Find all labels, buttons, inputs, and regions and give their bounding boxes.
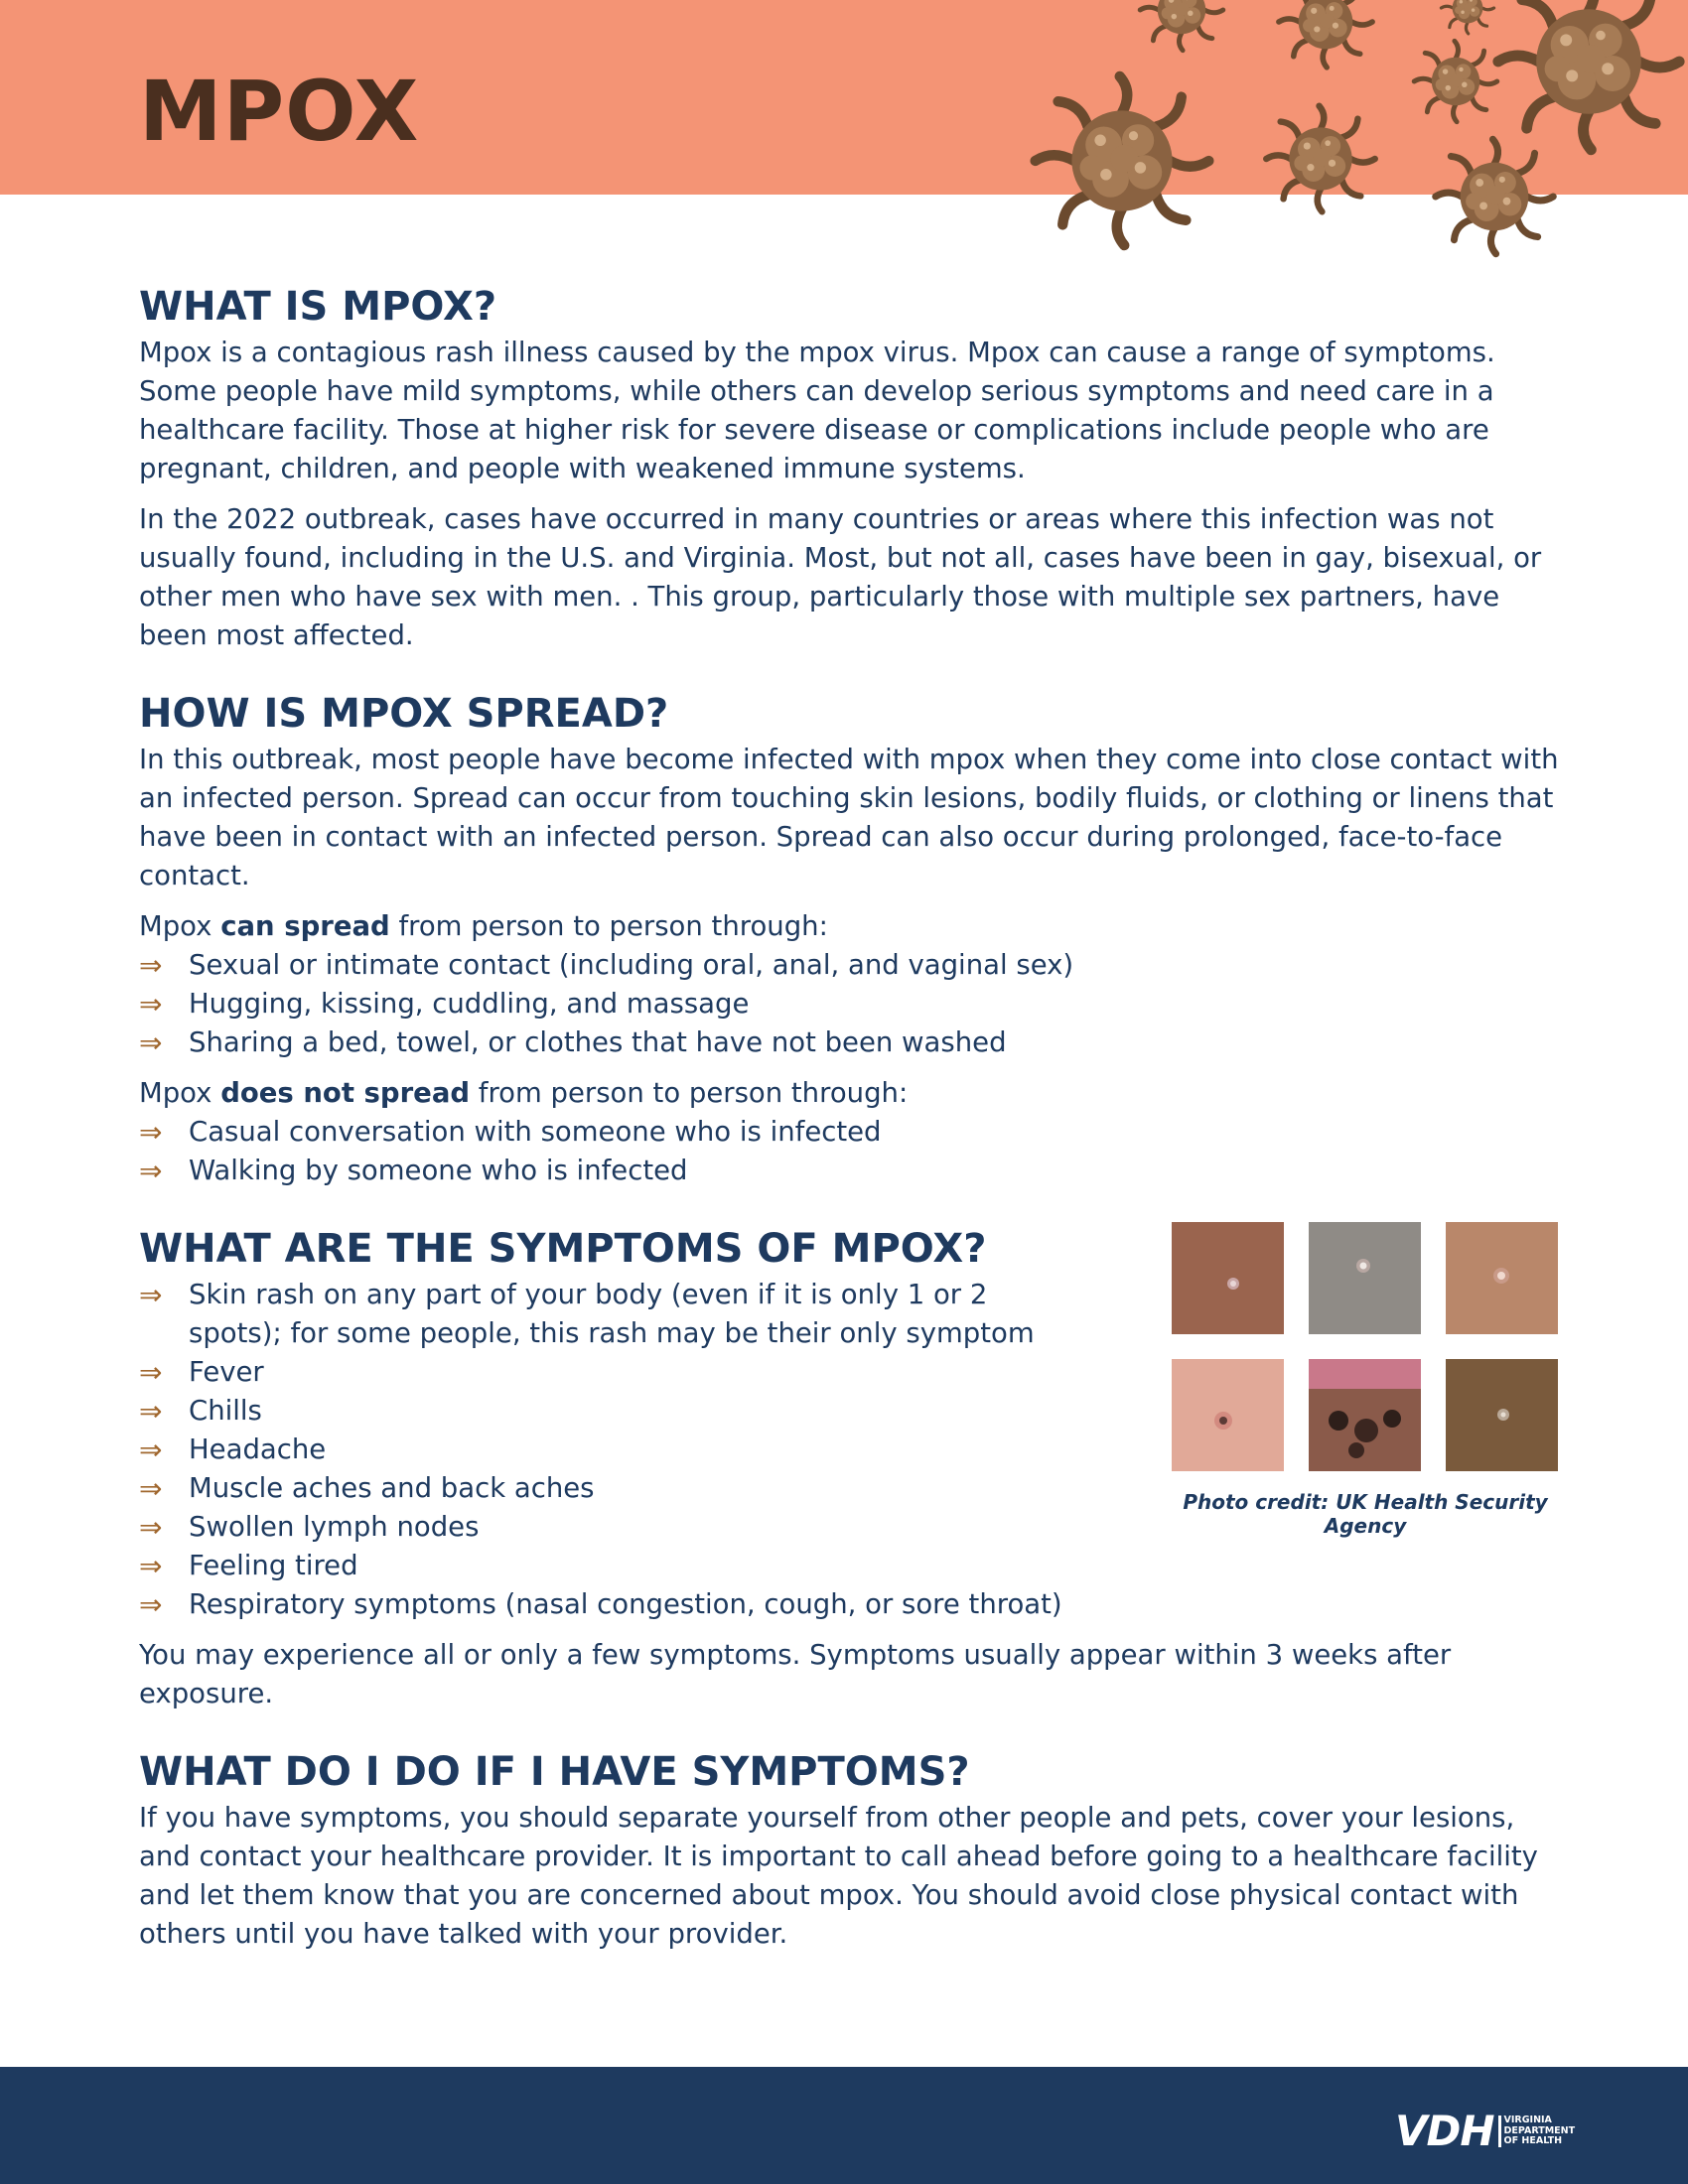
double-arrow-icon: ⇒ [139, 1026, 163, 1059]
vdh-logo [1395, 2109, 1594, 2154]
list-item: ⇒ Muscle aches and back aches [139, 1469, 1132, 1508]
heading-what-is-mpox: WHAT IS MPOX? [139, 284, 497, 330]
list-item: ⇒ Headache [139, 1431, 1132, 1469]
double-arrow-icon: ⇒ [139, 1116, 163, 1149]
double-arrow-icon: ⇒ [139, 949, 163, 982]
rash-photo [1446, 1359, 1558, 1471]
logo-subtitle: VIRGINIA DEPARTMENT OF HEALTH [1498, 2116, 1594, 2147]
heading-what-to-do: WHAT DO I DO IF I HAVE SYMPTOMS? [139, 1749, 970, 1795]
spread-intro: In this outbreak, most people have become infected with mpox when they come into close contact with an infected person. Spread can occur from touching skin lesions, bodily fluids, or clothing or linens that have been in contact with an infected person. Spread can also occur during prolonged, face-to-face contact. [139, 744, 1559, 891]
double-arrow-icon: ⇒ [139, 1356, 163, 1389]
does-not-spread-lead: Mpox does not spread from person to person through: [139, 1077, 909, 1109]
main-content [139, 280, 1569, 1954]
can-spread-lead: Mpox can spread from person to person through: [139, 910, 828, 942]
action-paragraph: If you have symptoms, you should separate yourself from other people and pets, cover your lesions, and contact your healthcare provider. It is important to call ahead before going to a healthcare facility and let them know that you are concerned about mpox. You should avoid close physical contact with others until you have talked with your provider. [139, 1802, 1538, 1950]
list-item: ⇒ Casual conversation with someone who is infected [139, 1113, 1569, 1152]
rash-photo [1446, 1222, 1558, 1334]
double-arrow-icon: ⇒ [139, 1279, 163, 1311]
rash-photo-grid [1152, 1222, 1579, 1540]
symptoms-list [139, 1276, 1132, 1624]
rash-photo [1172, 1359, 1284, 1471]
list-item: ⇒ Chills [139, 1392, 1132, 1431]
rash-photo [1309, 1359, 1421, 1471]
what-paragraph-2: In the 2022 outbreak, cases have occurred in many countries or areas where this infection was not usually found, including in the U.S. and Virginia. Most, but not all, cases have been in gay, bisexual, or other men who have sex with men. . This group, particularly those with multiple sex partners, have been most affected. [139, 503, 1542, 651]
double-arrow-icon: ⇒ [139, 1472, 163, 1505]
heading-symptoms: WHAT ARE THE SYMPTOMS OF MPOX? [139, 1226, 987, 1272]
can-spread-emphasis: can spread [220, 910, 390, 942]
list-item: ⇒ Fever [139, 1353, 1132, 1392]
list-item: ⇒ Hugging, kissing, cuddling, and massage [139, 985, 1569, 1024]
double-arrow-icon: ⇒ [139, 1395, 163, 1428]
list-item: ⇒ Feeling tired [139, 1547, 1132, 1585]
double-arrow-icon: ⇒ [139, 1155, 163, 1187]
list-item: ⇒ Sexual or intimate contact (including oral, anal, and vaginal sex) [139, 946, 1569, 985]
list-item: ⇒ Sharing a bed, towel, or clothes that have not been washed [139, 1024, 1569, 1062]
double-arrow-icon: ⇒ [139, 1511, 163, 1544]
does-not-spread-list [139, 1113, 1569, 1190]
symptoms-section [139, 1222, 1569, 1713]
does-not-spread-emphasis: does not spread [220, 1077, 471, 1109]
symptoms-note: You may experience all or only a few symptoms. Symptoms usually appear within 3 weeks after exposure. [139, 1639, 1452, 1709]
list-item: ⇒ Skin rash on any part of your body (even if it is only 1 or 2 spots); for some people, this rash may be their only symptom [139, 1276, 1082, 1353]
rash-photo [1172, 1222, 1284, 1334]
double-arrow-icon: ⇒ [139, 1433, 163, 1466]
page-title: MPOX [139, 63, 420, 160]
double-arrow-icon: ⇒ [139, 1550, 163, 1582]
list-item: ⇒ Swollen lymph nodes [139, 1508, 1132, 1547]
double-arrow-icon: ⇒ [139, 1588, 163, 1621]
logo-letters: VDH [1395, 2107, 1494, 2155]
what-paragraph-1: Mpox is a contagious rash illness caused by the mpox virus. Mpox can cause a range of symptoms. Some people have mild symptoms, while others can develop serious symptoms and need care in a healthcare facility. Those at higher risk for severe disease or complications include people who are pregnant, children, and people with weakened immune systems. [139, 337, 1495, 484]
can-spread-list [139, 946, 1569, 1062]
photo-credit: Photo credit: UK Health Security Agency [1183, 1490, 1548, 1538]
list-item: ⇒ Walking by someone who is infected [139, 1152, 1569, 1190]
list-item: ⇒ Respiratory symptoms (nasal congestion, cough, or sore throat) [139, 1585, 1132, 1624]
heading-how-spread: HOW IS MPOX SPREAD? [139, 691, 669, 737]
rash-photo [1309, 1222, 1421, 1334]
double-arrow-icon: ⇒ [139, 988, 163, 1021]
